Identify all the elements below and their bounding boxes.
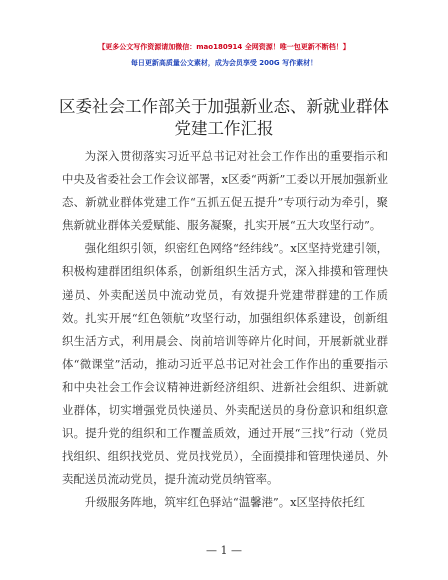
paragraph-organization: 强化组织引领，织密红色网络“经纬线”。x区坚持党建引领，积极构建群团组织体系，创新组织生活方式，深入排摸和管理快递员、外卖配送员中流动党员，有效提升党建带群建的工作质效。扎实开展“红色领航”攻坚行动，加强组织体系建设，创新组织生活方式，利用晨会、岗前培训等碎片化时间，开展新就业群体“微课堂”活动，推动习近平总书记对社会工作作出的重要指示和中央社会工作会议精神进新经济组织、进新社会组织、进新就业群体，切实增强党员快递员、外卖配送员的身份意识和组织意识。提升党的组织和工作覆盖质效，通过开展“三找”行动（党员找组织、组织找党员、党员找党员），全面摸排和管理快递员、外卖配送员流动党员，提升流动党员纳管率。 [62,241,388,487]
page-number: — 1 — [206,544,242,557]
paragraph-intro: 为深入贯彻落实习近平总书记对社会工作作出的重要指示和中央及省委社会工作会议部署，x区委“两新”工委以开展加强新业态、新就业群体党建工作“五抓五促五提升”专项行动为牵引，聚焦新就业群体关爱赋能、服务凝聚，扎实开展“五大攻坚行动”。 [62,149,388,233]
promo-banner-blue: 每日更新高质量公文素材，成为会员享受 200G 写作素材！ [130,59,318,67]
paragraph-service: 升级服务阵地，筑牢红色驿站“温馨港”。x区坚持依托红 [84,495,365,510]
document-title-line-2: 党建工作汇报 [174,119,274,138]
promo-banner-red: 【更多公文写作资源请加微信：mao180914 全网资源！唯一包更新不断档！】 [98,43,350,51]
document-title-line-1: 区委社会工作部关于加强新业态、新就业群体 [59,97,389,116]
document-body [62,145,388,515]
